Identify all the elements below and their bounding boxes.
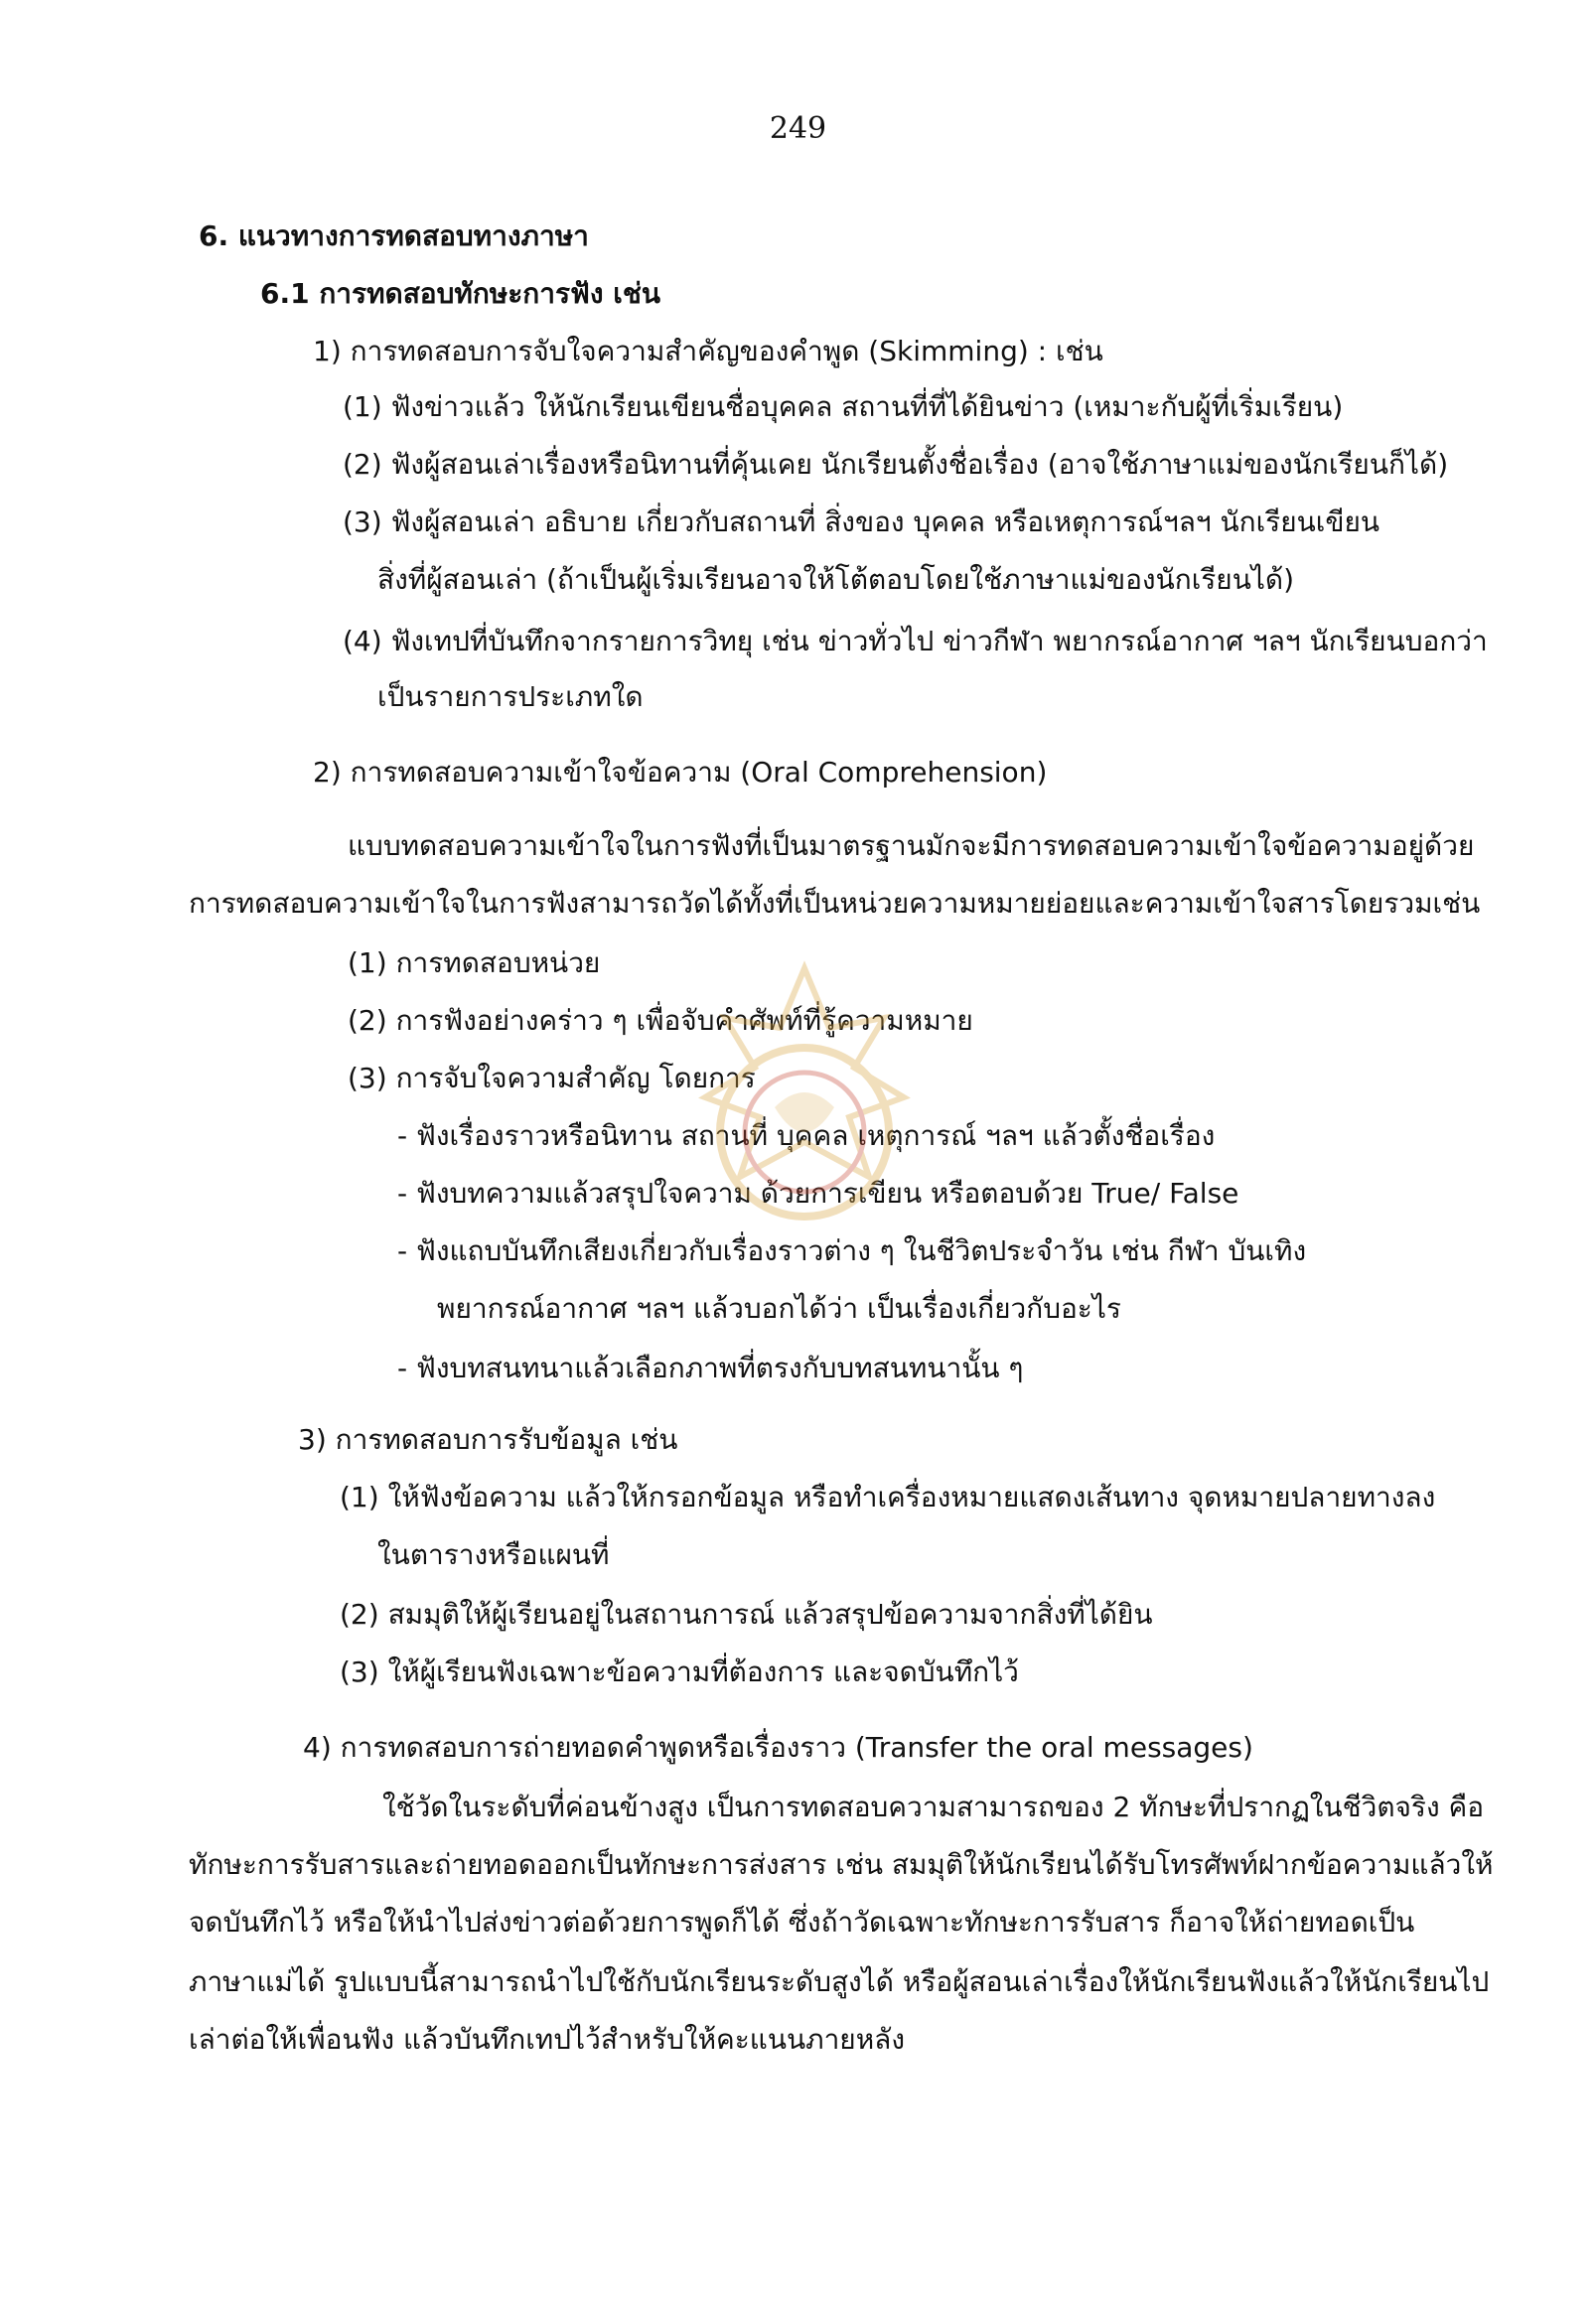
item3-line2: (2) สมมุติให้ผู้เรียนอยู่ในสถานการณ์ แล้วสรุปข้อความจากสิ่งที่ได้ยิน — [340, 1598, 1153, 1631]
item4-paragraph-line3: จดบันทึกไว้ หรือให้นำไปส่งข่าวต่อด้วยการพูดก็ได้ ซึ่งถ้าวัดเฉพาะทักษะการรับสาร ก็อาจให้ถ่ายทอดเป็น — [189, 1906, 1415, 1939]
watermark-seal-icon — [655, 958, 953, 1256]
page-number: 249 — [769, 111, 827, 146]
item3-line3: (3) ให้ผู้เรียนฟังเฉพาะข้อความที่ต้องการ และจดบันทึกไว้ — [340, 1655, 1019, 1688]
item2-dash2: - ฟังบทความแล้วสรุปใจความ ด้วยการเขียน หรือตอบด้วย True/ False — [397, 1177, 1239, 1210]
item1-line3a: (3) ฟังผู้สอนเล่า อธิบาย เกี่ยวกับสถานที่ สิ่งของ บุคคล หรือเหตุการณ์ฯลฯ นักเรียนเขียน — [343, 505, 1380, 538]
item2-dash3a: - ฟังแถบบันทึกเสียงเกี่ยวกับเรื่องราวต่าง ๆ ในชีวิตประจำวัน เช่น กีฬา บันเทิง — [397, 1234, 1307, 1267]
item2-dash3b: พยากรณ์อากาศ ฯลฯ แล้วบอกได้ว่า เป็นเรื่องเกี่ยวกับอะไร — [437, 1292, 1121, 1325]
item4-title: 4) การทดสอบการถ่ายทอดคำพูดหรือเรื่องราว (Transfer the oral messages) — [303, 1731, 1253, 1764]
item2-line3: (3) การจับใจความสำคัญ โดยการ — [348, 1062, 756, 1094]
item1-line3b: สิ่งที่ผู้สอนเล่า (ถ้าเป็นผู้เริ่มเรียนอาจให้โต้ตอบโดยใช้ภาษาแม่ของนักเรียนได้) — [377, 563, 1295, 596]
item1-title: 1) การทดสอบการจับใจความสำคัญของคำพูด (Skimming) : เช่น — [313, 335, 1103, 367]
sub-heading: 6.1 การทดสอบทักษะการฟัง เช่น — [260, 277, 660, 310]
item4-paragraph-line2: ทักษะการรับสารและถ่ายทอดออกเป็นทักษะการส่งสาร เช่น สมมุติให้นักเรียนได้รับโทรศัพท์ฝากข้อความแล้วให้ — [189, 1848, 1494, 1881]
item2-line1: (1) การทดสอบหน่วย — [348, 946, 601, 979]
item2-dash4: - ฟังบทสนทนาแล้วเลือกภาพที่ตรงกับบทสนทนานั้น ๆ — [397, 1352, 1024, 1384]
item2-line2: (2) การฟังอย่างคร่าว ๆ เพื่อจับคำศัพท์ที่รู้ความหมาย — [348, 1004, 973, 1037]
item2-paragraph-line1: แบบทดสอบความเข้าใจในการฟังที่เป็นมาตรฐานมักจะมีการทดสอบความเข้าใจข้อความอยู่ด้วย — [348, 829, 1475, 862]
item4-paragraph-line1: ใช้วัดในระดับที่ค่อนข้างสูง เป็นการทดสอบความสามารถของ 2 ทักษะที่ปรากฏในชีวิตจริง คือ — [382, 1791, 1485, 1823]
item3-title: 3) การทดสอบการรับข้อมูล เช่น — [298, 1423, 678, 1456]
section-heading: 6. แนวทางการทดสอบทางภาษา — [199, 219, 589, 252]
item1-line4b: เป็นรายการประเภทใด — [377, 680, 644, 713]
item1-line1: (1) ฟังข่าวแล้ว ให้นักเรียนเขียนชื่อบุคคล สถานที่ที่ได้ยินข่าว (เหมาะกับผู้ที่เริ่มเรียน) — [343, 390, 1344, 423]
item2-dash1: - ฟังเรื่องราวหรือนิทาน สถานที่ บุคคล เหตุการณ์ ฯลฯ แล้วตั้งชื่อเรื่อง — [397, 1119, 1216, 1152]
item3-line1b: ในตารางหรือแผนที่ — [377, 1538, 610, 1571]
item2-paragraph-line2: การทดสอบความเข้าใจในการฟังสามารถวัดได้ทั้งที่เป็นหน่วยความหมายย่อยและความเข้าใจสารโดยรวมเช่น — [189, 887, 1481, 920]
item3-line1a: (1) ให้ฟังข้อความ แล้วให้กรอกข้อมูล หรือทำเครื่องหมายแสดงเส้นทาง จุดหมายปลายทางลง — [340, 1481, 1436, 1513]
item2-title: 2) การทดสอบความเข้าใจข้อความ (Oral Comprehension) — [313, 756, 1048, 789]
item1-line2: (2) ฟังผู้สอนเล่าเรื่องหรือนิทานที่คุ้นเคย นักเรียนตั้งชื่อเรื่อง (อาจใช้ภาษาแม่ของนักเรียนก็ได้) — [343, 448, 1449, 481]
item4-paragraph-line4: ภาษาแม่ได้ รูปแบบนี้สามารถนำไปใช้กับนักเรียนระดับสูงได้ หรือผู้สอนเล่าเรื่องให้นักเรียนฟังแล้วให้นักเรียนไป — [189, 1965, 1490, 1998]
item1-line4a: (4) ฟังเทปที่บันทึกจากรายการวิทยุ เช่น ข่าวทั่วไป ข่าวกีฬา พยากรณ์อากาศ ฯลฯ นักเรียนบอกว่า — [343, 625, 1488, 657]
item4-paragraph-line5: เล่าต่อให้เพื่อนฟัง แล้วบันทึกเทปไว้สำหรับให้คะแนนภายหลัง — [189, 2023, 905, 2056]
